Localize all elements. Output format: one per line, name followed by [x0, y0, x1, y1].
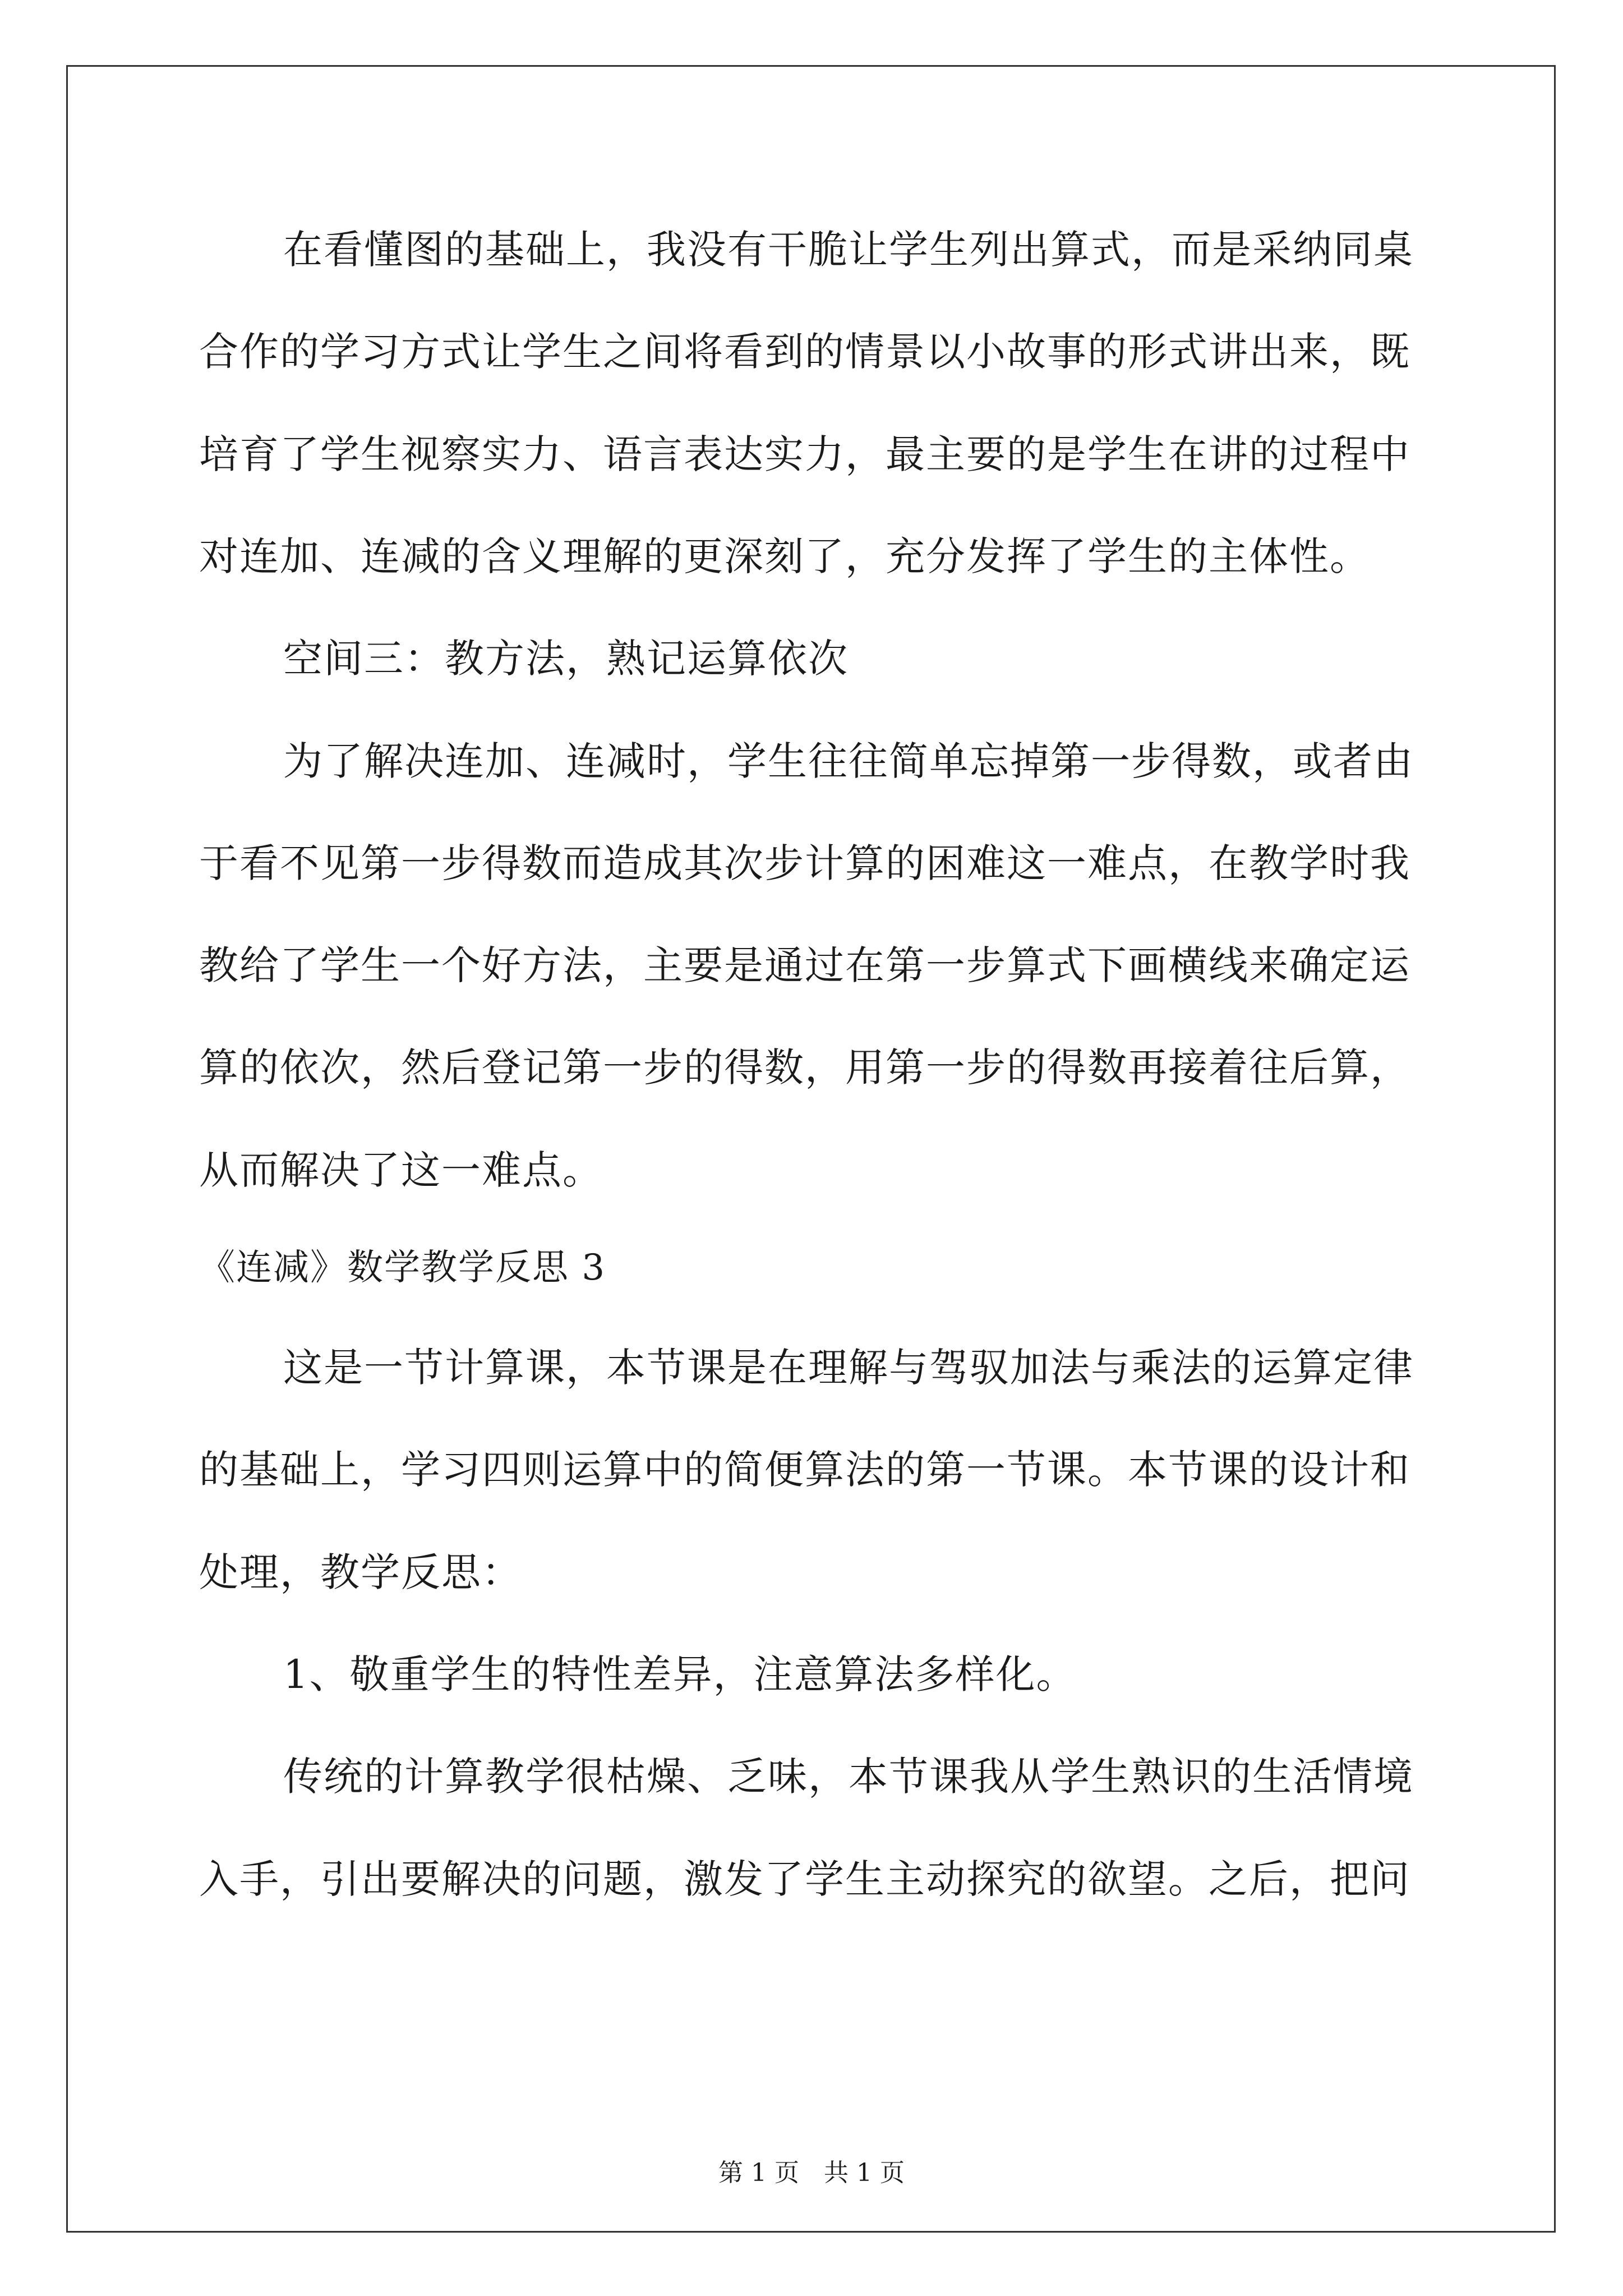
- body-line-1: 在看懂图的基础上，我没有干脆让学生列出算式，而是采纳同桌: [283, 227, 1414, 273]
- body-line-14: 处理，教学反思：: [199, 1549, 522, 1595]
- body-line-17: 入手，引出要解决的问题，激发了学生主动探究的欲望。之后，把问: [199, 1856, 1410, 1902]
- list-item-1: 1、敬重学生的特性差异，注意算法多样化。: [283, 1651, 1077, 1697]
- section-subtitle: 空间三：教方法，熟记运算依次: [283, 636, 849, 682]
- body-line-2: 合作的学习方式让学生之间将看到的情景以小故事的形式讲出来，既: [199, 329, 1410, 375]
- body-line-13: 的基础上，学习四则运算中的简便算法的第一节课。本节课的设计和: [199, 1447, 1410, 1493]
- body-line-16: 传统的计算教学很枯燥、乏味，本节课我从学生熟识的生活情境: [283, 1754, 1414, 1800]
- page-footer: 第 1 页 共 1 页: [718, 2159, 905, 2187]
- body-line-7: 于看不见第一步得数而造成其次步计算的困难这一难点，在教学时我: [199, 840, 1410, 886]
- body-line-4: 对连加、连减的含义理解的更深刻了，充分发挥了学生的主体性。: [199, 533, 1370, 579]
- body-line-10: 从而解决了这一难点。: [199, 1147, 603, 1193]
- section-title: 《连减》数学教学反思 3: [199, 1247, 606, 1289]
- body-line-8: 教给了学生一个好方法，主要是通过在第一步算式下画横线来确定运: [199, 942, 1410, 988]
- body-line-9: 算的依次，然后登记第一步的得数，用第一步的得数再接着往后算，: [199, 1045, 1410, 1091]
- body-line-6: 为了解决连加、连减时，学生往往简单忘掉第一步得数，或者由: [283, 738, 1414, 784]
- body-line-12: 这是一节计算课，本节课是在理解与驾驭加法与乘法的运算定律: [283, 1345, 1414, 1391]
- body-line-3: 培育了学生视察实力、语言表达实力，最主要的是学生在讲的过程中: [199, 431, 1410, 477]
